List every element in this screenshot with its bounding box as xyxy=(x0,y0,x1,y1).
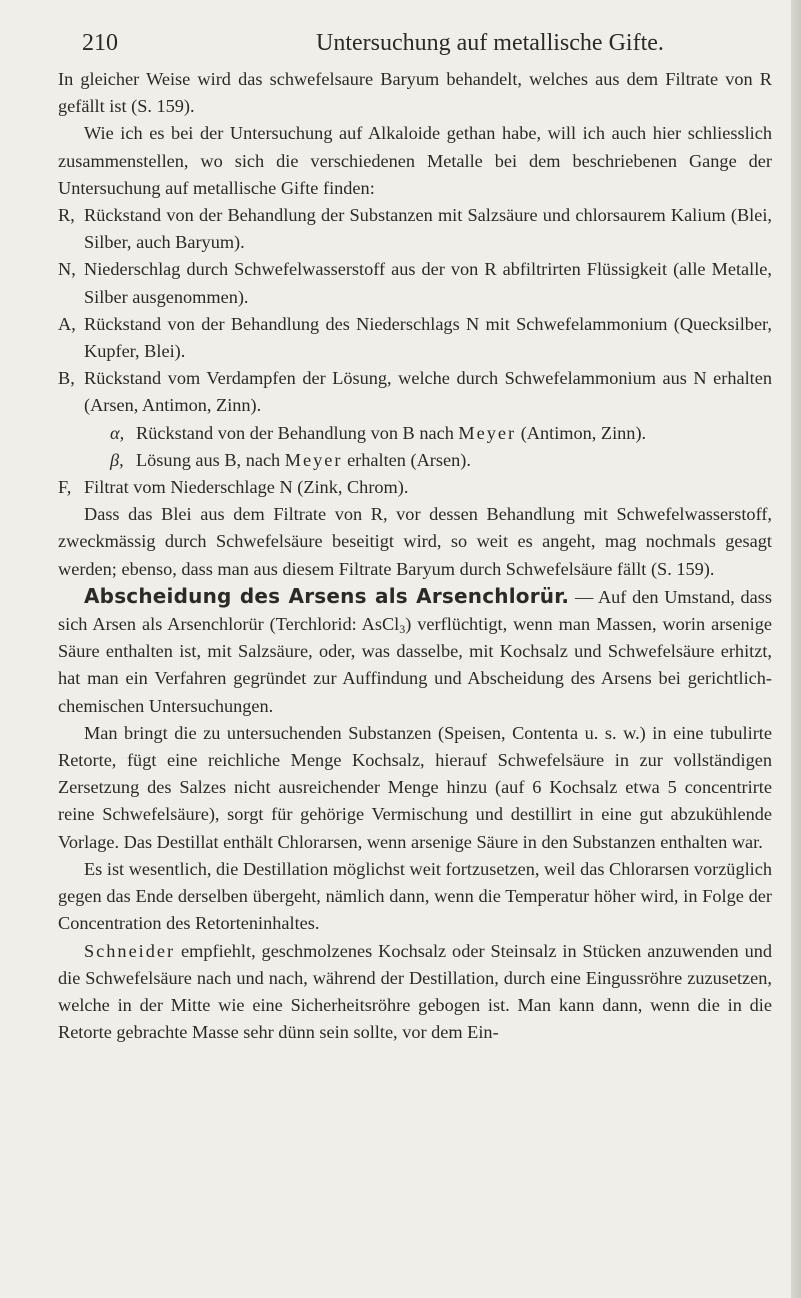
paragraph-5: Es ist wesentlich, die Destillation möglichst weit fortzusetzen, weil das Chlorarsen vorzüglich gegen das Ende derselben übergeht, nämlich dann, wenn die Temperatur höher wird, in Folge der Concentration des Retorteninhaltes. xyxy=(58,858,772,934)
sub-list-item xyxy=(110,420,772,447)
list-item xyxy=(58,474,772,501)
section-text-before: Auf den Umstand, dass sich Arsen als Arsenchlorür (Terchlorid: AsCl xyxy=(58,586,772,635)
paragraph-6-text: empfiehlt, geschmolzenes Kochsalz oder Steinsalz in Stücken anzuwenden und die Schwefelsäure nach und nach, während der Destillation, durch eine Eingussröhre zuzusetzen, welche in der Mitte wie eine Sicherheitsröhre gebogen ist. Man kann dann, wenn die in die Retorte gebrachte Masse sehr dünn sein sollte, vor dem Ein- xyxy=(58,940,772,1043)
paragraph-2: Wie ich es bei der Untersuchung auf Alkaloide gethan habe, will ich auch hier schliesslich zusammenstellen, wo sich die verschiedenen Metalle bei dem beschriebenen Gange der Untersuchung auf metallische Gifte finden: xyxy=(58,123,772,198)
sub-item-text-pre: Rückstand von der Behandlung von B nach xyxy=(136,422,459,443)
page-header xyxy=(60,24,772,64)
metal-location-list xyxy=(58,202,772,501)
list-item-text: Filtrat vom Niederschlage N (Zink, Chrom). xyxy=(84,477,409,498)
list-item-label: F, xyxy=(58,477,72,498)
paragraph-6 xyxy=(58,938,772,1047)
list-item-text: Rückstand von der Behandlung der Substanzen mit Salzsäure und chlorsaurem Kalium (Blei, Silber, auch Baryum). xyxy=(84,205,772,253)
author-name: Schneider xyxy=(84,940,176,961)
sub-item-text-pre: Lösung aus B, nach xyxy=(136,449,285,470)
list-item-label: B, xyxy=(58,368,75,389)
paragraph-4: Man bringt die zu untersuchenden Substanzen (Speisen, Contenta u. s. w.) in eine tubulirte Retorte, fügt eine reichliche Menge Kochsalz, hierauf Schwefelsäure in zur vollständigen Zersetzung des Salzes nicht ausreichender Menge hinzu (auf 6 Kochsalz etwa 5 concentrirte reine Schwefelsäure), sorgt für gehörige Vermischung und destillirt in eine gut abzukühlende Vorlage. Das Destillat enthält Chlorarsen, wenn arsenige Säure in den Substanzen enthalten war. xyxy=(58,722,772,852)
sub-item-text xyxy=(136,420,772,447)
author-name: Meyer xyxy=(284,449,343,470)
list-item-label: R, xyxy=(58,205,75,226)
sub-item-text-post: (Antimon, Zinn). xyxy=(516,422,647,443)
sub-item-text-post: erhalten (Arsen). xyxy=(342,449,471,470)
paragraph-3: Dass das Blei aus dem Filtrate von R, vor dessen Behandlung mit Schwefelwasserstoff, zweckmässig durch Schwefelsäure beseitigt wird, so weit es angeht, mag nochmals gesagt werden; ebenso, dass man aus diesem Filtrate Baryum durch Schwefelsäure fällt (S. 159). xyxy=(58,504,772,579)
list-item-text: Niederschlag durch Schwefelwasserstoff aus der von R abfiltrirten Flüssigkeit (alle Metalle, Silber ausgenommen). xyxy=(84,259,772,307)
running-title: Untersuchung auf metallische Gifte. xyxy=(316,30,664,56)
sub-item-label: α, xyxy=(110,422,125,443)
author-name: Meyer xyxy=(458,422,517,443)
sub-item-text xyxy=(136,447,772,474)
list-item xyxy=(58,311,772,365)
page-number: 210 xyxy=(82,30,118,56)
section-text-after: ) verflüchtigt, wenn man Massen, worin arsenige Säure enthalten ist, mit Salzsäure, oder, was dasselbe, mit Kochsalz und Schwefelsäure erhitzt, hat man ein Verfahren gegründet zur Auffindung und Abscheidung des Arsens bei gerichtlich-chemischen Untersuchungen. xyxy=(58,614,772,716)
page-edge xyxy=(791,0,801,1298)
list-item xyxy=(58,202,772,256)
list-item-label: N, xyxy=(58,259,76,280)
list-item-text: Rückstand vom Verdampfen der Lösung, welche durch Schwefelammonium aus N erhalten (Arsen, Antimon, Zinn). xyxy=(84,368,772,416)
section-title: Abscheidung des Arsens als Arsenchlorür. xyxy=(84,583,570,608)
list-item-text: Rückstand von der Behandlung des Niederschlags N mit Schwefelammonium (Quecksilber, Kupfer, Blei). xyxy=(84,313,772,362)
list-item xyxy=(58,256,772,310)
page-body xyxy=(58,66,772,1046)
list-item-label: A, xyxy=(58,313,76,334)
formula-subscript: 3 xyxy=(399,622,406,637)
sub-item-label: β, xyxy=(110,449,124,470)
section-paragraph xyxy=(58,583,772,720)
paragraph-1: In gleicher Weise wird das schwefelsaure Baryum behandelt, welches aus dem Filtrate von R gefällt ist (S. 159). xyxy=(58,69,772,117)
section-dash: — xyxy=(569,586,598,607)
sub-list-item xyxy=(110,447,772,474)
list-item xyxy=(58,365,772,419)
